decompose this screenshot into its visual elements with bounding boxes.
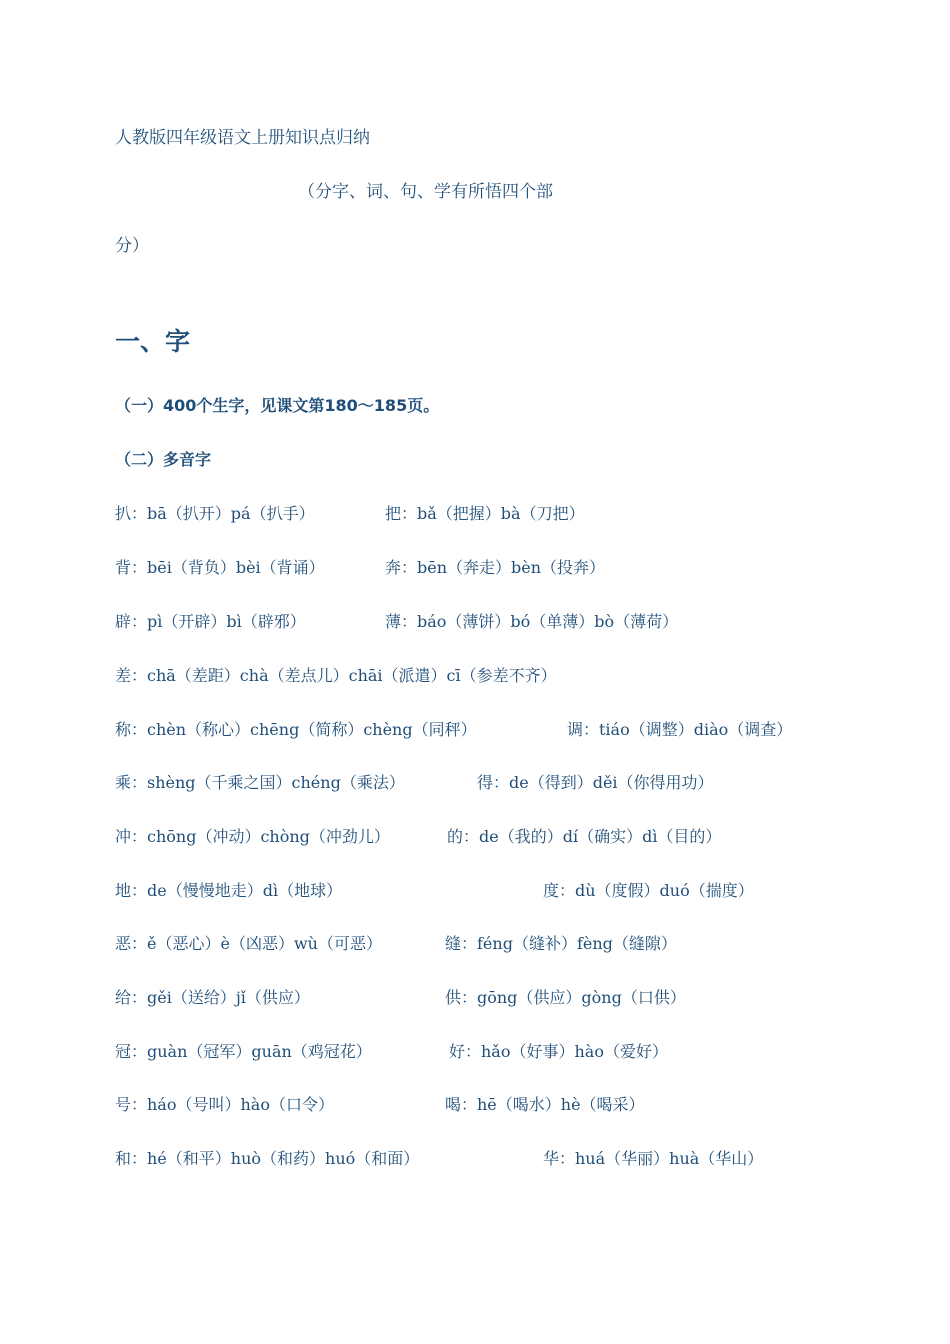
polyphone-entry-left: 扒：bā（扒开）pá（扒手） [115, 504, 315, 523]
polyphone-entry-right: 把：bǎ（把握）bà（刀把） [385, 504, 585, 523]
section-heading: 一、字 [115, 327, 191, 356]
polyphone-entry-right: 喝：hē（喝水）hè（喝采） [445, 1095, 645, 1114]
polyphone-entry-right: 度：dù（度假）duó（揣度） [543, 881, 754, 900]
polyphone-entry-left: 和：hé（和平）huò（和药）huó（和面） [115, 1149, 420, 1168]
polyphone-entry-left: 称：chèn（称心）chēng（简称）chèng（同秤） [115, 720, 477, 739]
document-title: 人教版四年级语文上册知识点归纳 [115, 128, 370, 148]
polyphone-entry-left: 差：chā（差距）chà（差点儿）chāi（派遣）cī（参差不齐） [115, 666, 557, 685]
subtitle-line-2: 分） [115, 236, 149, 256]
polyphone-entry-right: 奔：bēn（奔走）bèn（投奔） [385, 558, 606, 577]
polyphone-entry-left: 背：bēi（背负）bèi（背诵） [115, 558, 325, 577]
polyphone-entry-right: 供：gōng（供应）gòng（口供） [445, 988, 686, 1007]
polyphone-entry-right: 好：hǎo（好事）hào（爱好） [449, 1042, 668, 1061]
polyphone-entry-right: 华：huá（华丽）huà（华山） [543, 1149, 764, 1168]
polyphone-entry-right: 的：de（我的）dí（确实）dì（目的） [447, 827, 722, 846]
polyphone-entry-left: 辟：pì（开辟）bì（辟邪） [115, 612, 306, 631]
polyphone-entry-left: 恶：ě（恶心）è（凶恶）wù（可恶） [115, 934, 382, 953]
subsection-2: （二）多音字 [115, 450, 212, 469]
polyphone-entry-left: 给：gěi（送给）jǐ（供应） [115, 988, 310, 1007]
polyphone-entry-right: 薄：báo（薄饼）bó（单薄）bò（薄荷） [385, 612, 679, 631]
polyphone-entry-left: 冠：guàn（冠军）guān（鸡冠花） [115, 1042, 372, 1061]
subtitle-line-1: （分字、词、句、学有所悟四个部 [298, 182, 553, 202]
subsection-1: （一）400个生字，见课文第180～185页。 [115, 396, 440, 415]
polyphone-entry-left: 冲：chōng（冲动）chòng（冲劲儿） [115, 827, 390, 846]
polyphone-entry-right: 调：tiáo（调整）diào（调查） [567, 720, 793, 739]
polyphone-entry-left: 地：de（慢慢地走）dì（地球） [115, 881, 343, 900]
polyphone-entry-right: 缝：féng（缝补）fèng（缝隙） [445, 934, 677, 953]
polyphone-entry-left: 号：háo（号叫）hào（口令） [115, 1095, 334, 1114]
polyphone-entry-right: 得：de（得到）děi（你得用功） [477, 773, 714, 792]
polyphone-entry-left: 乘：shèng（千乘之国）chéng（乘法） [115, 773, 405, 792]
